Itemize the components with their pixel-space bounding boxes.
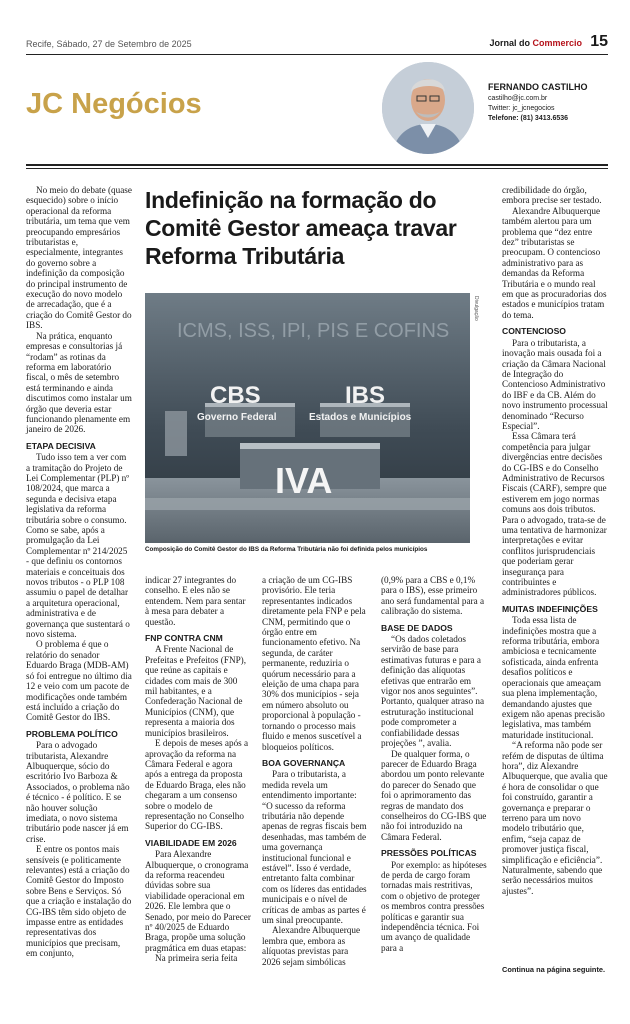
author-contact	[488, 94, 568, 124]
paragraph: Para o advogado tributarista, Alexandre Albuquerque, sócio do escritório Ivo Barboza & Associados, o problema não é técnico - é político. E se não houver solução imediata, o novo sistema tributário pode nascer já em crise.	[26, 740, 130, 844]
page-number: 15	[590, 33, 608, 50]
photo-cbs-text: CBS	[210, 382, 261, 409]
article-headline: Indefinição na formação do Comitê Gestor ameaça travar Reforma Tributária	[145, 187, 457, 269]
author-photo	[382, 62, 474, 154]
paragraph: E depois de meses após a aprovação da reforma na Câmara Federal e agora após a entrega da proposta de Eduardo Braga, eles não chegaram a um consenso sobre o modelo de representação no Conselho Superior do CG-IBS.	[145, 738, 249, 832]
subhead: PRESSÕES POLÍTICAS	[381, 848, 477, 859]
subhead: PROBLEMA POLÍTICO	[26, 728, 118, 739]
paragraph: (0,9% para a CBS e 0,1% para o IBS), esse primeiro ano será fundamental para a calibração do sistema.	[381, 575, 485, 617]
photo-ibs-sub-text: Estados e Municípios	[309, 412, 412, 423]
paragraph: Para o tributarista, a medida revela um entendimento importante: “O sucesso da reforma tributária não depende apenas de regras fiscais bem desenhadas, mas também de uma governança institucional funcional e estável”. Isso é verdade, entretanto falta combinar com os líderes das entidades municipais e o nível de críticas de ambas as partes é um sinal preocupante.	[262, 769, 367, 925]
page-header	[26, 34, 608, 52]
column-3	[262, 575, 368, 967]
header-rule	[26, 54, 608, 55]
subhead: CONTENCIOSO	[502, 326, 566, 337]
paragraph: Na primeira seria feita	[155, 953, 238, 964]
photo-cbs-sub-text: Governo Federal	[197, 412, 277, 423]
subhead: ETAPA DECISIVA	[26, 440, 96, 451]
paragraph: Alexandre Albuquerque também alertou para um problema que “dez entre dez” tributaristas se preocupam. O contencioso administrativo para as demandas da Reforma Tributária e o mundo real em que as procuradorias dos estados e municípios tratam do tema.	[502, 205, 607, 320]
photo-iva-text: IVA	[275, 460, 333, 501]
paragraph: Tudo isso tem a ver com a tramitação do Projeto de Lei Complementar (PLP) nº 108/2024, que marca a segunda e decisiva etapa legislativa da reforma tributária sobre o consumo. Como se sabe, após a promulgação da Lei Complementar nº 214/2025 - que definiu os contornos materiais e conceituais dos novos tributos - o PLP 108 assumiu o papel de detalhar a arquitetura operacional, administrativa e de governança que sustentará o novo sistema.	[26, 452, 130, 640]
paragraph: De qualquer forma, o parecer de Eduardo Braga abordou um ponto relevante do parecer do Senado que foi o aprimoramento das regras de mandato dos conselheiros do CG-IBS que não foi introduzido na Câmara Federal.	[381, 748, 487, 842]
paragraph: Na prática, enquanto empresas e consultorias já “rodam” as rotinas da reforma em laboratório fiscal, o mês de setembro está terminando e ainda discutimos como instalar um órgão que deveria estar funcionando plenamente em janeiro de 2026.	[26, 330, 132, 435]
subhead: MUITAS INDEFINIÇÕES	[502, 603, 598, 614]
paragraph: A Frente Nacional de Prefeitas e Prefeitos (FNP), que reúne as capitais e cidades com mais de 300 mil habitantes, e a Confederação Nacional de Municípios (CNM), que representa a maioria dos municípios brasileiros.	[145, 644, 247, 738]
photo-credit: Divulgação	[473, 296, 479, 321]
article-photo	[145, 293, 470, 543]
paragraph: Toda essa lista de indefinições mostra que a reforma tributária, embora ambiciosa e tecnicamente sofisticada, ainda enfrenta desafios políticos e operacionais que ameaçam sua plena implementação, demandando ajustes que exigem não apenas precisão legislativa, mas também maturidade institucional.	[502, 615, 605, 740]
paragraph: credibilidade do órgão, embora precise ser testado.	[502, 185, 602, 206]
photo-caption: Composição do Comitê Gestor do IBS da Reforma Tributária não foi definida pelos municípios	[145, 546, 428, 553]
column-2	[145, 575, 251, 964]
section-title: JC Negócios	[26, 88, 202, 120]
paragraph: Para o tributarista, a inovação mais ousada foi a criação da Câmara Nacional de Integração do Contencioso Administrativo do IBF e da CB. Além do novo instrumento processual denominado “Recurso Especial”.	[502, 337, 608, 431]
newspaper-name: Jornal do Commercio	[489, 38, 582, 48]
paragraph: E entre os pontos mais sensíveis (e politicamente relevantes) está a criação do Comitê Gestor do Imposto sobre Bens e Serviços. Só que a criação e instalação do CG-IBS têm sido objeto de impasse entre as entidades representativas dos municípios que precisam, em conjunto,	[26, 844, 132, 959]
continue-note: Continua na página seguinte.	[502, 965, 606, 974]
paragraph: No meio do debate (quase esquecido) sobre o início operacional da reforma tributária, um tema que vem preocupando empresários tributaristas e, especialmente, integrantes do governo sobre a indefinição da composição do principal instrumento de execução do novo modelo de arrecadação, que é a criação do Comitê Gestor do IBS.	[26, 185, 132, 331]
subhead: FNP CONTRA CNM	[145, 633, 223, 644]
subhead: BASE DE DADOS	[381, 622, 453, 633]
paragraph: Essa Câmara terá competência para julgar divergências entre decisões do CG-IBS e do Conselho Administrativo de Recursos Fiscais (CARF), sempre que estiverem em jogo normas comuns aos dois tributos. Para o advogado, trata-se de uma tentativa de harmonizar interpretações e evitar conflitos jurisprudenciais que poderiam gerar insegurança para contribuintes e administradores públicos.	[502, 431, 607, 598]
paragraph: Para Alexandre Albuquerque, o cronograma da reforma reacendeu dúvidas sobre sua viabilidade operacional em 2026. Ele lembra que o Senado, por meio do Parecer nº 40/2025 de Eduardo Braga, propõe uma solução pragmática em duas etapas:	[145, 849, 251, 953]
section-divider	[26, 164, 608, 169]
subhead: VIABILIDADE EM 2026	[145, 837, 237, 848]
author-name: FERNANDO CASTILHO	[488, 82, 588, 92]
paragraph: indicar 27 integrantes do conselho. E eles não se entendem. Nem para sentar à mesa para debater a questão.	[145, 575, 246, 627]
photo-taxes-text: ICMS, ISS, IPI, PIS E COFINS	[177, 320, 450, 342]
paragraph: “Os dados coletados servirão de base para estimativas futuras e para a definição das alíquotas efetivas que entrarão em vigor nos anos seguintes”. Portanto, qualquer atraso na estruturação institucional pode comprometer a confiabilidade dessas projeções ”, avalia.	[381, 634, 485, 749]
paragraph: O problema é que o relatório do senador Eduardo Braga (MDB-AM) só foi entregue no último dia 12 e veio com um pacote de modificações onde também está incluído a criação do Comitê Gestor do IBS.	[26, 639, 132, 723]
column-4	[381, 575, 487, 953]
author-phone: Telefone: (81) 3413.6536	[488, 115, 569, 122]
subhead: BOA GOVERNANÇA	[262, 757, 346, 768]
paragraph: a criação de um CG-IBS provisório. Ele teria representantes indicados diretamente pela FNP e pela CNM, permitindo que o órgão entre em funcionamento efetivo. Na segunda, de caráter permanente, reduziria o quórum necessário para a eleição de uma chapa para 30% dos municípios - seja em número absoluto ou proporcional à população - tornando o processo mais fluido e menos suscetível a bloqueios políticos.	[262, 575, 366, 752]
photo-ibs-text: IBS	[345, 382, 386, 409]
paragraph: Alexandre Albuquerque lembra que, embora as alíquotas previstas para 2026 sejam simbólicas	[262, 925, 361, 967]
author-twitter: Twitter: jc_jcnegocios	[488, 105, 555, 112]
column-1	[26, 185, 132, 959]
author-email: castilho@jc.com.br	[488, 95, 548, 102]
column-5	[502, 185, 608, 896]
issue-date: Recife, Sábado, 27 de Setembro de 2025	[26, 39, 192, 49]
paragraph: “A reforma não pode ser refém de disputas de última hora”, diz Alexandre Albuquerque, que avalia que é hora de consolidar o que foi construído, garantir a governança e preparar o terreno para um novo modelo tributário que, enfim, “seja capaz de promover justiça fiscal, simplificação e eficiência”. Naturalmente, sabendo que serão necessários muitos ajustes”.	[502, 740, 608, 896]
paragraph: Por exemplo: as hipóteses de perda de cargo foram tornadas mais restritivas, com o objetivo de proteger os membros contra pressões políticas e garantir sua independência técnica. Foi um avanço de qualidade para a	[381, 859, 487, 953]
